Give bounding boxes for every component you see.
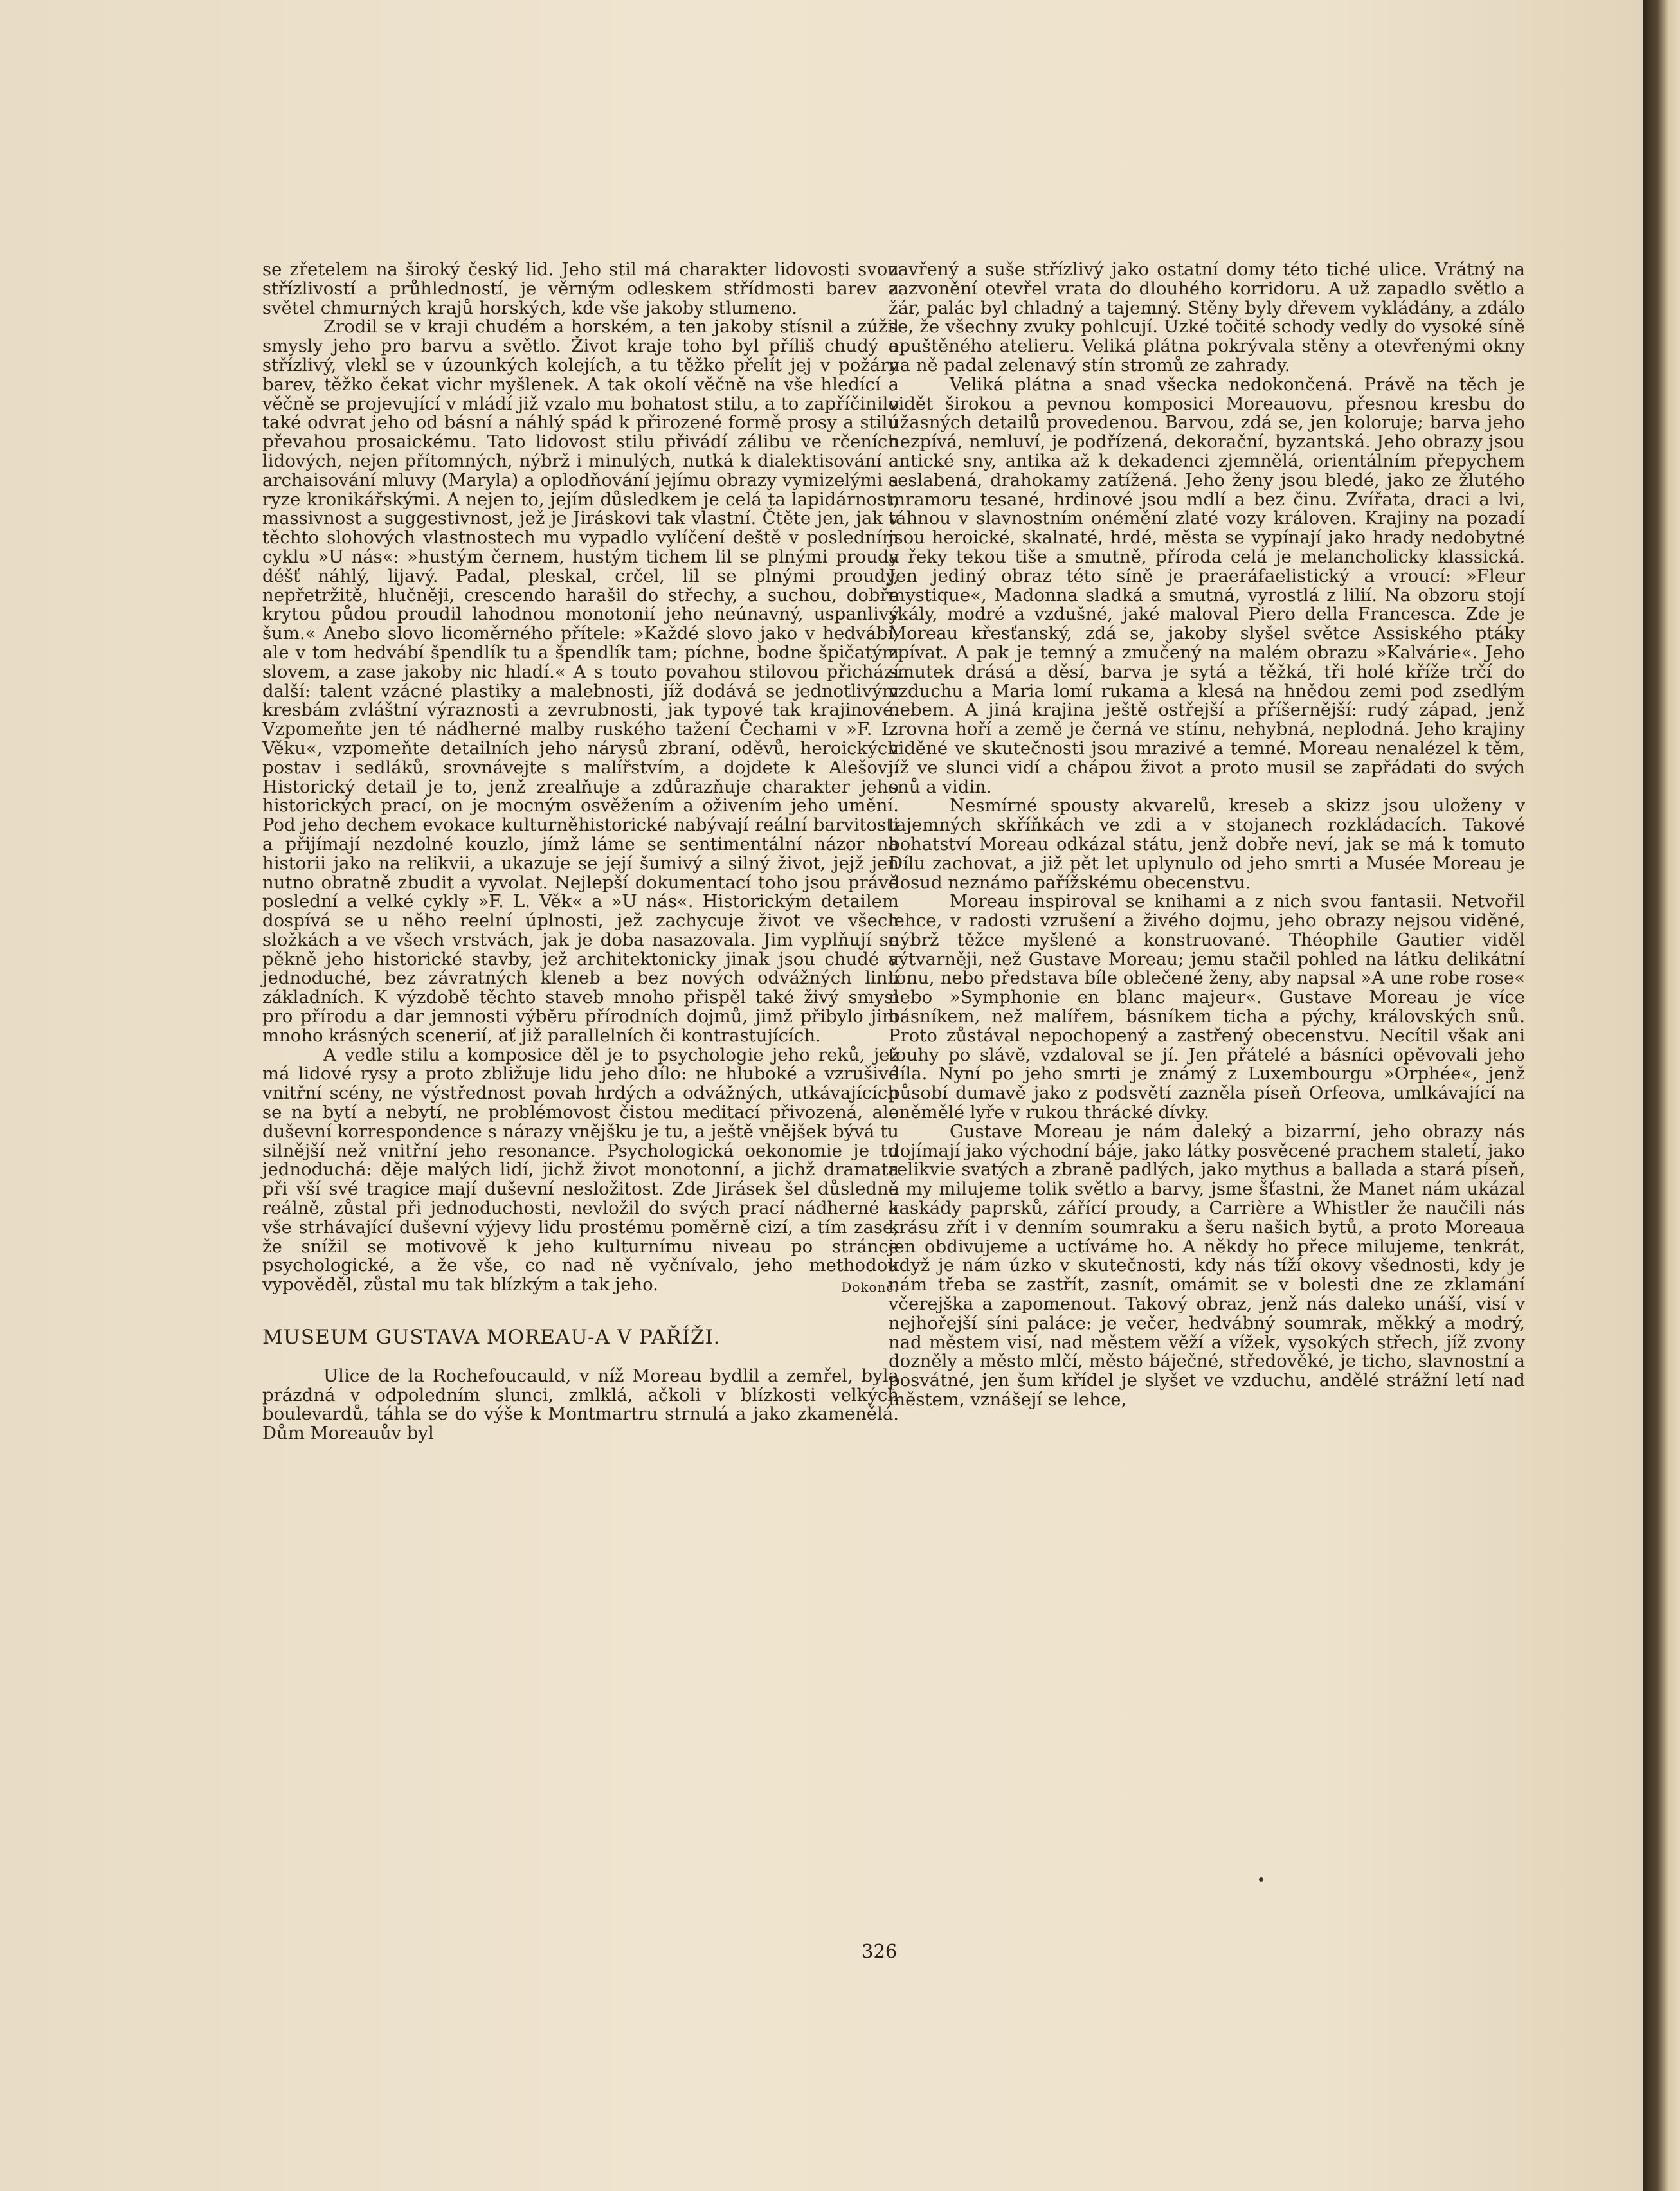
- paragraph: Gustave Moreau je nám daleký a bizarrní, jeho obrazy nás dojímají jako východní báje, jako látky posvěcené prachem staletí, jako relikvie svatých a zbraně padlých, jako mythus a ballada a stará píseň, a my milujeme tolik světlo a barvy, jsme šťastni, že Manet nám ukázal kaskády paprsků, zářící proudy, a Carrière a Whistler že naučili nás krásu zřít i v denním soumraku a šeru našich bytů, a proto Moreaua jen obdivujeme a uctíváme ho. A někdy ho přece milujeme, tenkrát, když je nám úzko v skutečnosti, kdy nás tíží okovy všednosti, kdy je nám třeba se zastřít, zasnít, omámit se v bolesti dne ze zklamání včerejška a zapomenout. Takový obraz, jenž nás daleko unáší, visí v nejhořejší síni paláce: je večer, hedvábný soumrak, měkký a modrý, nad městem visí, nad městem věží a vížek, vysokých střech, jíž zvony dozněly a město mlčí, město báječné, středověké, je ticho, slavnostní a posvátné, jen šum křídel je slyšet ve vzduchu, andělé strážní letí nad městem, vznášejí se lehce,: [889, 1121, 1525, 1411]
- paragraph: Zrodil se v kraji chudém a horském, a ten jakoby stísnil a zúžil smysly jeho pro barvu a světlo. Život kraje toho byl příliš chudý a střízlivý, vlekl se v úzounkých kolejích, a tu těžko přelít jej v požáry barev, těžko čekat vichr myšlenek. A tak okolí věčně na vše hledící a věčně se projevující v mládí již vzalo mu bohatost stilu, a to zapříčinilo také odvrat jeho od básní a náhlý spád k přirozené formě prosy a stilu převahou prosaickému. Tato lidovost stilu přivádí zálibu ve rčeních lidových, nejen přítomných, nýbrž i minulých, nutká k dialektisování a archaisování mluvy (Maryla) a oplodňování jejímu obrazy vymizelými a ryze kronikářskými. A nejen to, jejím důsledkem je celá ta lapidárnost, massivnost a suggestivnost, jež je Jiráskovi tak vlastní. Čtěte jen, jak v těchto slohových vlastnostech mu vypadlo vylíčení deště v posledním cyklu »U nás«: »hustým černem, hustým tichem lil se plnými proudy déšť náhlý, lijavý. Padal, pleskal, crčel, lil se plnými proudy, nepřetržitě, hlučněji, crescendo harašil do střechy, a suchou, dobře krytou půdou proudil lahodnou monotonií jeho neúnavný, uspanlivý šum.« Anebo slovo licoměrného přítele: »Každé slovo jako v hedvábí, ale v tom hedvábí špendlík tu a špendlík tam; píchne, bodne špičatým slovem, a zase jakoby nic hladí.« A s touto povahou stilovou přichází další: talent vzácné plastiky a malebnosti, jíž dodává se jednotlivým kresbám zvláštní výraznosti a zevrubnosti, jak typové tak krajinové. Vzpomeňte jen té nádherné malby ruského tažení Čechami v »F. L. Věku«, vzpomeňte detailních jeho nárysů zbraní, oděvů, heroických postav i sedláků, srovnávejte s malířstvím, a dojdete k Alešovi. Historický detail je to, jenž zrealňuje a zdůrazňuje charakter jeho historických prací, on je mocným osvěžením a oživením jeho umění. Pod jeho dechem evokace kulturněhistorické nabývají reální barvitosti a přijímají nezdolné kouzlo, jímž láme se sentimentální názor na historii jako na relikvii, a ukazuje se její šumivý a silný život, jejž jen nutno obratně zbudit a vyvolat. Nejlepší dokumentací toho jsou právě poslední a velké cykly »F. L. Věk« a »U nás«. Historickým detailem dospívá se u něho reelní úplnosti, jež zachycuje život ve všech složkách a ve všech vrstvách, jak je doba nasazovala. Jim vyplňují se pěkně jeho historické stavby, jež architektonicky jinak jsou chudé a jednoduché, bez závratných kleneb a bez nových odvážných linií základních. K výzdobě těchto staveb mnoho přispěl také živý smysl pro přírodu a dar jemnosti výběru přírodních dojmů, jimž přibylo jim mnoho krásných scenerií, ať již parallelních či kontrastujících.: [262, 316, 899, 1046]
- paragraph: [262, 1046, 899, 1295]
- end-mark: Dokonč.: [841, 1279, 899, 1295]
- left-column: [262, 260, 899, 1443]
- paragraph: Ulice de la Rochefoucauld, v níž Moreau bydlil a zemřel, byla prázdná v odpoledním slunci, zmlklá, ačkoli v blízkosti velkých boulevardů, táhla se do výše k Montmartru strnulá a jako zkamenělá. Dům Moreauův byl: [262, 1365, 899, 1444]
- page-number: 326: [862, 1940, 898, 1962]
- paragraph: zavřený a suše střízlivý jako ostatní domy této tiché ulice. Vrátný na zazvonění otevřel vrata do dlouhého korridoru. A už zapadlo světlo a žár, palác byl chladný a tajemný. Stěny byly dřevem vykládány, a zdálo se, že všechny zvuky pohlcují. Úzké točité schody vedly do vysoké síně opuštěného atelieru. Veliká plátna pokrývala stěny a otevřenými okny na ně padal zelenavý stín stromů ze zahrady.: [889, 259, 1525, 375]
- book-gutter: [1643, 0, 1680, 2191]
- paragraph: Nesmírné spousty akvarelů, kreseb a skizz jsou uloženy v tajemných skříňkách ve zdi a v stojanech rozkládacích. Takové bohatství Moreau odkázal státu, jenž dobře neví, jak se má k tomuto Dílu zachovat, a již pět let uplynulo od jeho smrti a Musée Moreau je dosud neznámo pařížskému obecenstvu.: [889, 795, 1525, 893]
- paragraph: Veliká plátna a snad všecka nedokončená. Právě na těch je vidět širokou a pevnou komposici Moreauovu, přesnou kresbu do úžasných detailů provedenou. Barvou, zdá se, jen koloruje; barva jeho nezpívá, nemluví, je podřízená, dekorační, byzantská. Jeho obrazy jsou antické sny, antika až k dekadenci zjemnělá, orientálním přepychem seslabená, drahokamy zatížená. Jeho ženy jsou bledé, jako ze žlutého mramoru tesané, hrdinové jsou mdlí a bez činu. Zvířata, draci a lvi, táhnou v slavnostním onémění zlaté vozy královen. Krajiny na pozadí jsou heroické, skalnaté, hrdé, města se vypínají jako hrady nedobytné a řeky tekou tiše a smutně, příroda celá je melancholicky klassická. Jen jediný obraz této síně je praeráfaelistický a vroucí: »Fleur mystique«, Madonna sladká a smutná, vyrostlá z lilií. Na obzoru stojí skály, modré a vzdušné, jaké maloval Piero della Francesca. Zde je Moreau křesťanský, zdá se, jakoby slyšel světce Assiského ptáky zpívat. A pak je temný a zmučený na malém obrazu »Kalvárie«. Jeho smutek drásá a děsí, barva je sytá a těžká, tři holé kříže trčí do vzduchu a Maria lomí rukama a klesá na hnědou zemi pod zsedlým nebem. A jiná krajina ještě ostřejší a příšernější: rudý západ, jenž zrovna hoří a země je černá ve stínu, nehybná, neplodná. Jeho krajiny viděné ve skutečnosti jsou mrazivé a temné. Moreau nenalézel k těm, jíž ve slunci vidí a chápou život a proto musil se zapřádati do svých snů a vidin.: [889, 374, 1525, 797]
- right-column: [889, 260, 1525, 1410]
- ink-dot: [1259, 1877, 1263, 1882]
- paragraph: se zřetelem na široký český lid. Jeho stil má charakter lidovosti svou střízlivostí a průhledností, je věrným odleskem střídmosti barev a světel chmurných krajů horských, kde vše jakoby stlumeno.: [262, 259, 899, 318]
- paragraph-text: A vedle stilu a komposice děl je to psychologie jeho reků, jež má lidové rysy a proto zbližuje lidu jeho dílo: ne hluboké a vzrušivé vnitřní scény, ne výstřednost povah hrdých a odvážných, utkávajících se na bytí a nebytí, ne problémovost čistou meditací přivozená, ale duševní korrespondence s nárazy vnějšku je tu, a ještě vnějšek bývá tu silnější než vnitřní jeho resonance. Psychologická oekonomie je tu jednoduchá: děje malých lidí, jichž život monotonní, a jichž dramata při vší své tragice mají duševní nesložitost. Zde Jirásek šel důsledně reálně, zůstal při jednoduchosti, nevložil do svých prací nádherné a vše strhávající duševní výjevy lidu prostému poměrně cizí, a tím zase, že snížil se motivově k jeho kulturnímu niveau po stránce psychologické, a že vše, co nad ně vyčnívalo, jeho methodou vypověděl, zůstal mu tak blízkým a tak jeho.: [262, 1044, 899, 1295]
- article-heading: MUSEUM GUSTAVA MOREAU-A V PAŘÍŽI.: [262, 1326, 721, 1349]
- paragraph: Moreau inspiroval se knihami a z nich svou fantasii. Netvořil lehce, v radosti vzrušení a živého dojmu, jeho obrazy nejsou viděné, nýbrž těžce myšlené a konstruované. Théophile Gautier viděl výtvarněji, než Gustave Moreau; jemu stačil pohled na látku delikátní tonu, nebo představa bíle oblečené ženy, aby napsal »A une robe rose« nebo »Symphonie en blanc majeur«. Gustave Moreau je více básníkem, než malířem, básníkem ticha a pýchy, královských snů. Proto zůstával nepochopený a zastřený obecenstvu. Necítil však ani touhy po slávě, vzdaloval se jí. Jen přátelé a básníci opěvovali jeho díla. Nyní po jeho smrti je známý z Luxembourgu »Orphée«, jenž působí dumavě jako z podsvětí zazněla píseň Orfeova, umlkávající na oněmělé lyře v rukou thrácké dívky.: [889, 891, 1525, 1123]
